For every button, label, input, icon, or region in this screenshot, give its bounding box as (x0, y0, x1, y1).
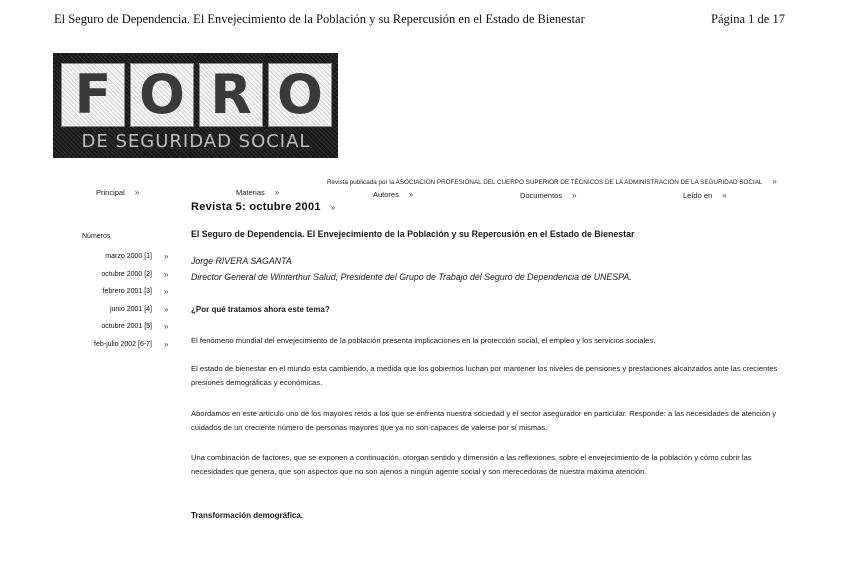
article-author: Jorge RIVERA SAGANTA (191, 256, 292, 266)
issues-list (60, 248, 170, 353)
issue-label: octubre 2000 [2] (101, 270, 152, 278)
chevron-right-icon: » (772, 177, 777, 186)
sidebar-item-issue-2[interactable] (60, 266, 170, 284)
chevron-right-icon: » (572, 191, 577, 200)
publisher-link[interactable] (327, 177, 777, 186)
issue-title-text: Revista 5: octubre 2001 (191, 201, 321, 213)
chevron-right-icon: » (164, 304, 169, 314)
issue-label: feb-julio 2002 [6-7] (94, 340, 152, 348)
logo-letter: R (199, 63, 263, 127)
chevron-right-icon: » (164, 287, 169, 297)
chevron-right-icon: » (722, 191, 727, 200)
print-header-title: El Seguro de Dependencia. El Envejecimiento de la Población y su Repercusión en el Estado de Bienestar (54, 12, 585, 26)
nav-label: Materias (236, 188, 265, 197)
issue-title[interactable] (191, 201, 336, 213)
nav-label: Principal (96, 188, 125, 197)
section-heading: Transformación demográfica. (191, 511, 304, 520)
sidebar-heading: Números (82, 233, 111, 240)
sidebar-item-issue-4[interactable] (60, 301, 170, 319)
author-role: Director General de Winterthur Salud, Presidente del Grupo de Trabajo del Seguro de Dependencia de UNESPA. (191, 272, 632, 282)
nav-label: Leído en (683, 191, 713, 200)
foro-logo[interactable] (53, 53, 338, 158)
nav-label: Documentos (520, 191, 563, 200)
logo-letter: O (130, 63, 194, 127)
sidebar-item-issue-3[interactable] (60, 283, 170, 301)
chevron-right-icon: » (164, 322, 169, 332)
nav-item-materias[interactable] (236, 188, 279, 197)
issue-label: marzo 2000 [1] (105, 253, 152, 261)
issue-label: febrero 2001 [3] (102, 288, 152, 296)
chevron-right-icon: » (330, 203, 336, 212)
logo-letter: F (61, 63, 125, 127)
chevron-right-icon: » (164, 269, 169, 279)
chevron-right-icon: » (164, 252, 169, 262)
page-number: Página 1 de 17 (711, 12, 785, 26)
logo-subtitle: DE SEGURIDAD SOCIAL (81, 131, 311, 152)
paragraph: Una combinación de factores, que se exponen a continuación, otorgan sentido y dimensión a las reflexiones, sobre el envejecimiento de la población y cómo cubrir las necesidades que genera, que son aspectos que no son ajenos a ningún agente social y son merecedoras de nuestra máxima atención. (191, 453, 752, 476)
nav-item-documentos[interactable] (520, 191, 577, 200)
paragraph: El fenómeno mundial del envejecimiento de la población presenta implicaciones en la protección social, el empleo y los servicios sociales. (191, 336, 656, 345)
nav-item-principal[interactable] (96, 188, 139, 197)
issue-label: junio 2001 [4] (109, 305, 152, 313)
logo-letter: O (268, 63, 332, 127)
nav-label: Autores (373, 190, 399, 199)
sidebar-item-issue-5[interactable] (60, 318, 170, 336)
article-title: El Seguro de Dependencia. El Envejecimiento de la Población y su Repercusión en el Estado de Bienestar (191, 229, 635, 239)
issue-label: octubre 2001 [5] (101, 323, 152, 331)
chevron-right-icon: » (164, 339, 169, 349)
chevron-right-icon: » (274, 188, 280, 197)
paragraph: Abordamos en este artículo uno de los mayores retos a los que se enfrenta nuestra sociedad y el sector asegurador en particular. Responde: a las necesidades de atención y cuidados de un creciente número de personas mayores que ya no son capaces de valerse por sí mismas. (191, 409, 777, 432)
chevron-right-icon: » (134, 188, 140, 197)
paragraph: El estado de bienestar en el mundo esta cambiendo, a medida que los gobiernos luchan por mantener los niveles de pensiones y prestaciones alcanzados ante las crecientes presiones demográficas y económicas. (191, 364, 778, 387)
sidebar-item-issue-1[interactable] (60, 248, 170, 266)
section-heading: ¿Por qué tratamos ahora este tema? (191, 305, 330, 314)
sidebar-item-issue-6-7[interactable] (60, 336, 170, 354)
publisher-text: Revista publicada por la ASOCIACIÓN PROFESIONAL DEL CUERPO SUPERIOR DE TÉCNICOS DE LA ADMINISTRACIÓN DE LA SEGURIDAD SOCIAL (327, 179, 763, 186)
nav-item-autores[interactable] (373, 190, 413, 199)
nav-item-leido-en[interactable] (683, 191, 727, 200)
chevron-right-icon: » (408, 190, 414, 199)
